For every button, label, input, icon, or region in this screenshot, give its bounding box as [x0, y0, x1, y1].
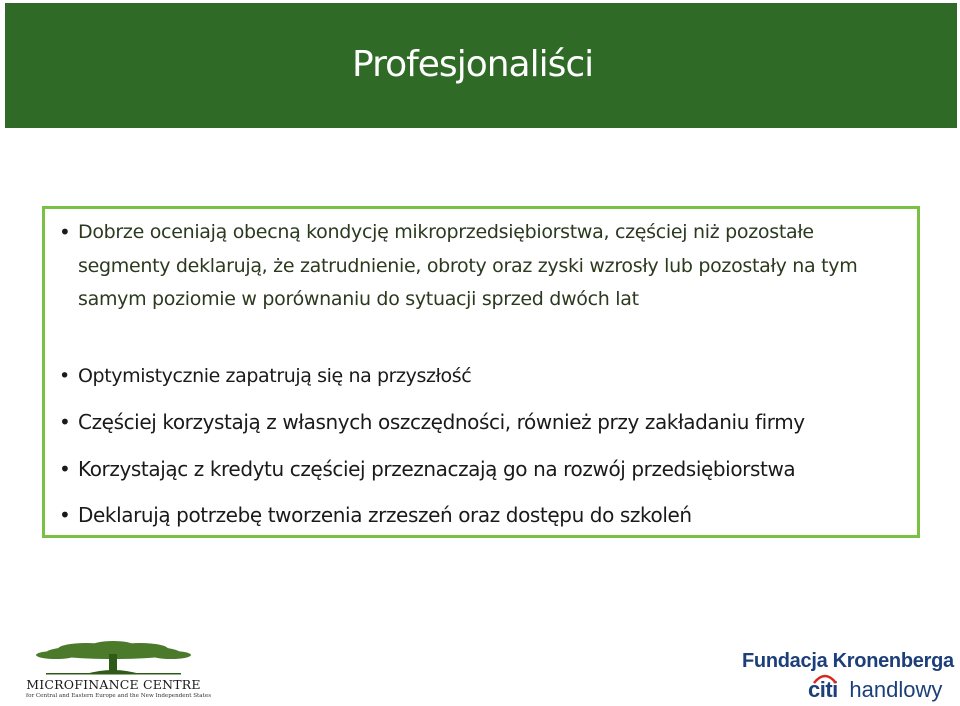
bullet-symbol: • [59, 410, 71, 434]
bullet-item [59, 453, 909, 486]
bullet-text: Deklarują potrzebę tworzenia zrzeszeń oraz dostępu do szkoleń [78, 503, 692, 527]
microfinance-centre-logo [26, 640, 226, 702]
slide-title: Profesjonaliści [352, 44, 594, 85]
bullet-text: Częściej korzystają z własnych oszczędności, również przy zakładaniu firmy [78, 410, 805, 434]
bullet-text: Korzystając z kredytu częściej przeznaczają go na rozwój przedsiębiorstwa [78, 457, 796, 481]
citi-arc-icon [812, 671, 838, 685]
content-box [42, 206, 920, 538]
bullet-symbol: • [59, 503, 71, 527]
citi-suffix: handlowy [849, 677, 943, 702]
mfc-subtitle: for Central and Eastern Europe and the New Independent States [26, 693, 212, 699]
citi-brand-text: citi [808, 677, 838, 702]
tree-icon [26, 640, 201, 678]
bullet-item [59, 406, 909, 439]
bullet-text: Optymistycznie zapatrują się na przyszłość [78, 365, 472, 387]
citi-handlowy-logo [808, 677, 942, 703]
bullet-item [59, 216, 879, 317]
bullet-item [59, 360, 899, 393]
bullet-symbol: • [59, 457, 71, 481]
title-bar [5, 3, 957, 128]
bullet-symbol: • [59, 365, 70, 387]
bullet-symbol: • [59, 220, 71, 244]
bullet-text: Dobrze oceniają obecną kondycję mikroprzedsiębiorstwa, częściej niż pozostałe segmenty deklarują, że zatrudnienie, obroty oraz zyski wzrosły lub pozostały na tym samym poziomie w porównaniu do sytuacji sprzed dwóch lat [78, 221, 858, 310]
citi-brand [808, 677, 843, 702]
foundation-name: Fundacja Kronenberga [742, 650, 954, 672]
mfc-name: MICROFINANCE CENTRE [26, 677, 201, 692]
bullet-item [59, 499, 909, 532]
